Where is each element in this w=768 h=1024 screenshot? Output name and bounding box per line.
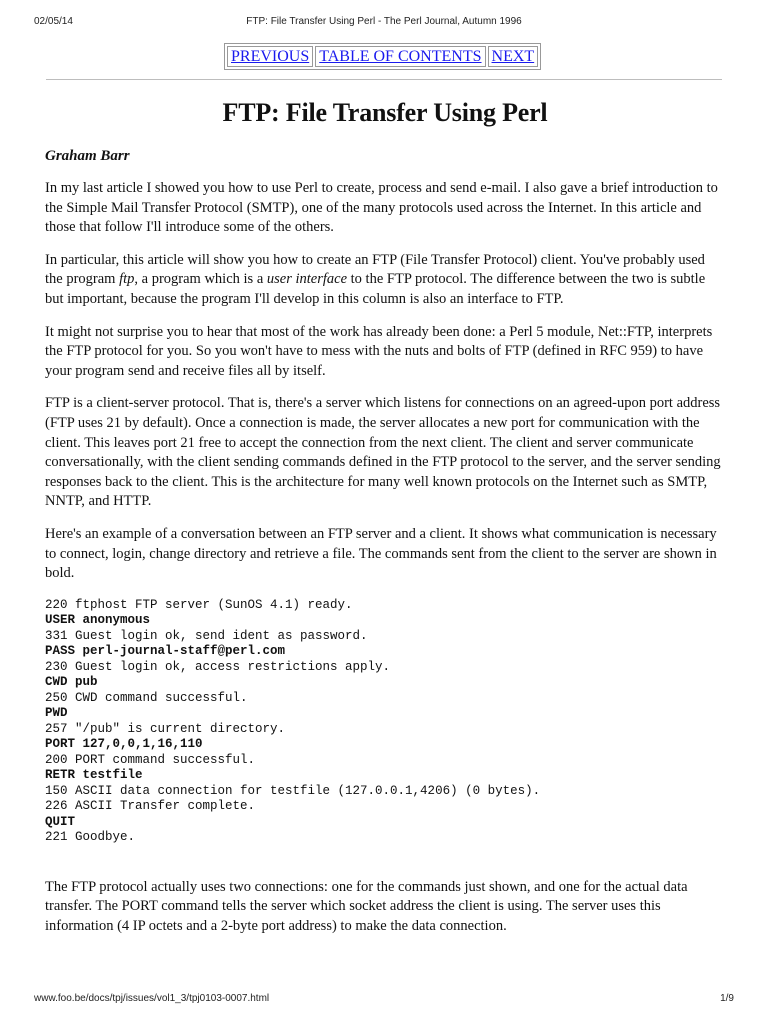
print-page-title: FTP: File Transfer Using Perl - The Perl Journal, Autumn 1996 [246,16,522,27]
article-title: FTP: File Transfer Using Perl [222,98,548,127]
paragraph-ftp-client [45,251,725,310]
article-body [45,96,725,936]
ftp-session-transcript [45,598,725,846]
server-response-line: 230 Guest login ok, access restrictions apply. [45,659,391,674]
text-run: , a program which is a [134,271,267,288]
server-response-line: 220 ftphost FTP server (SunOS 4.1) ready. [45,597,353,612]
user-interface-term: user interface [266,271,348,288]
client-command-line: QUIT [45,814,76,829]
paragraph-net-ftp: It might not surprise you to hear that most of the work has already been done: a Perl 5 module, Net::FTP, interprets the FTP protocol for you. So you won't have to mess with the nuts and bolts of FTP (defined in RFC 959) to have your program send and receive files all by itself. [45,323,713,379]
paragraph-intro: In my last article I showed you how to use Perl to create, process and send e-mail. I also gave a brief introduction to the Simple Mail Transfer Protocol (SMTP), one of the many protocols used across the Internet. In this article and those that follow I'll introduce some of the others. [45,180,718,236]
next-link[interactable]: NEXT [488,46,539,67]
server-response-line: 257 "/pub" is current directory. [45,721,286,736]
text-run: In particular, this article will show you how to create an FTP (File Transfer Protocol) client. You've probably used the program [45,251,705,288]
print-footer [34,993,734,1007]
horizontal-rule [46,79,722,80]
client-command-line: USER anonymous [45,613,151,628]
paragraph-two-connections: The FTP protocol actually uses two connections: one for the commands just shown, and one for the actual data transfer. The PORT command tells the server which socket address the client is using. The server uses this information (4 IP octets and a 2-byte port address) to make the data connection. [45,878,688,934]
paragraph-client-server: FTP is a client-server protocol. That is, there's a server which listens for connections on an agreed-upon port address (FTP uses 21 by default). Once a connection is made, the server allocates a new port for communication with the client. This leaves port 21 free to accept the connection from the next client. The client and server communicate conversationally, with the client sending commands defined in the FTP protocol to the server, and the server sending responses back to the client. This is the architecture for many well known protocols on the Internet such as SMTP, NNTP, and HTTP. [45,395,721,510]
article-navigation [224,43,541,70]
article-author: Graham Barr [45,148,130,164]
print-url: www.foo.be/docs/tpj/issues/vol1_3/tpj0103-0007.html [34,993,270,1004]
table-of-contents-link[interactable]: TABLE OF CONTENTS [315,46,485,67]
server-response-line: 226 ASCII Transfer complete. [45,799,256,814]
ftp-program-name: ftp [119,271,135,288]
client-command-line: CWD pub [45,675,98,690]
paragraph-example-intro: Here's an example of a conversation between an FTP server and a client. It shows what communication is necessary to connect, login, change directory and retrieve a file. The commands sent from the client to the server are shown in bold. [45,525,717,582]
client-command-line: PASS perl-journal-staff@perl.com [45,644,286,659]
server-response-line: 150 ASCII data connection for testfile (127.0.0.1,4206) (0 bytes). [45,783,541,798]
server-response-line: 331 Guest login ok, send ident as password. [45,628,368,643]
server-response-line: 200 PORT command successful. [45,752,256,767]
text-run: to the FTP protocol. The difference between the two is subtle but important, because the program I'll develop in this column is also an interface to FTP. [45,271,706,307]
print-date: 02/05/14 [34,16,73,27]
server-response-line: 250 CWD command successful. [45,690,248,705]
print-header [34,16,734,30]
previous-link[interactable]: PREVIOUS [227,46,313,67]
server-response-line: 221 Goodbye. [45,830,136,845]
print-page-number: 1/9 [720,993,734,1004]
client-command-line: RETR testfile [45,768,143,783]
client-command-line: PWD [45,706,68,721]
client-command-line: PORT 127,0,0,1,16,110 [45,737,203,752]
